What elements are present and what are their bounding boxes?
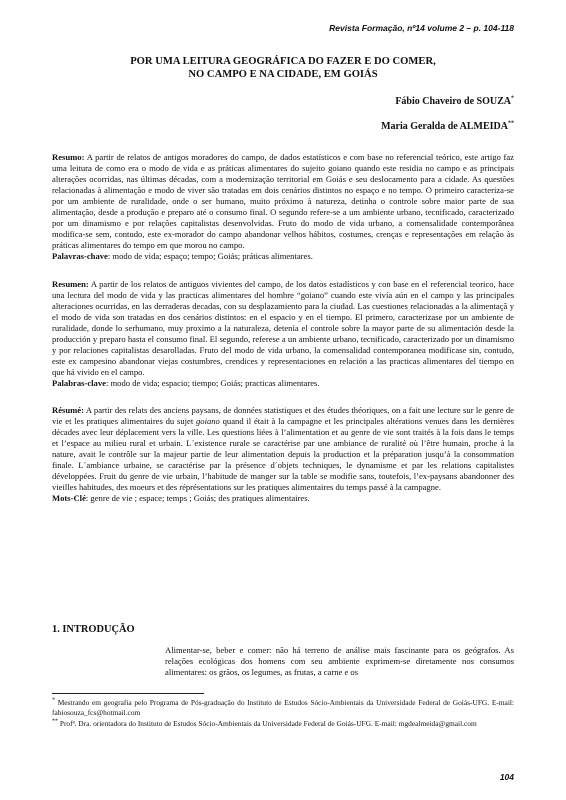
abstract-french [52, 405, 514, 504]
author-1 [395, 96, 514, 107]
author-1-name: Fábio Chaveiro de SOUZA [395, 96, 511, 107]
keywords-pt-label: Palavras-chave [52, 251, 108, 261]
abstract-es-label: Resumen: [52, 279, 89, 289]
footnote-1 [52, 698, 514, 717]
author-1-mark: * [511, 95, 514, 102]
abstract-fr-text-b: quand il était à la campagne et les principales altérations venues dans les dernières décades avec leur déplacement vers la ville. Les questions liées à l’alimentation et au genre de vie sont traités à la fois dans le temps et l’espace au milieu rural et urbain. L´existence rurale se caractérise par une ambiance de ruralité où l’être humain, proche à la nature, avait le contrôle sur la majeur partie de leur alimentation depuis la production et la préparation jusqu’à la consommation finale. L´ambiance urbaine, se caractérise par la présence d´objets techniques, le dynamisme et par les relations capitalistes développées. Fruit du genre de vie urbain, l’habitude de manger sur la table se modifie sans, toutefois, l’ex-paysans abandonner des vieilles habitudes, des moeurs et des réprésentations sur les pratiques alimentaires du temps passé à la campagne. [52, 416, 514, 492]
introduction-paragraph: Alimentar-se, beber e comer: não há terreno de análise mais fascinante para os geógrafos. As relações ecológicas dos homens com seu ambiente exprimem-se diretamente nos consumos alimentares: os grãos, os legumes, as frutas, a carne e os [165, 645, 514, 677]
keywords-pt [52, 251, 514, 262]
footnote-2-text: Profª. Dra. orientadora do Instituto de Estudos Sócio-Ambientais da Universidade Federal de Goiás-UFG. E-mail: mgdealmeida@gmail.com [58, 719, 477, 728]
footnotes [52, 698, 514, 731]
abstract-es-body [52, 279, 514, 378]
abstract-pt-label: Resumo: [52, 152, 85, 162]
keywords-fr [52, 493, 514, 504]
footnote-2-mark: ** [52, 718, 58, 725]
keywords-es [52, 378, 514, 389]
title-line-1: POR UMA LEITURA GEOGRÁFICA DO FAZER E DO COMER, [130, 56, 436, 67]
footnote-1-text: Mestrando em geografia pelo Programa de Pós-graduação do Instituto de Estudos Sócio-Ambientais da Universidade Federal de Goiás-UFG. E-mail: fabiosouza_fcs@hotmail.com [52, 698, 514, 717]
page-number: 104 [499, 772, 514, 782]
footnote-1-mark: * [52, 697, 55, 704]
abstract-fr-text-a: A partir des relats des anciens paysans, de données statistiques et des études théoriques, on a fait une lecture sur le genre de vie et les pratiques alimentaires du sujet [52, 405, 514, 426]
abstract-spanish [52, 279, 514, 389]
abstract-fr-label: Résumé: [52, 405, 84, 415]
abstract-fr-italic: goiano [195, 416, 220, 426]
keywords-pt-text: : modo de vida; espaço; tempo; Goiás; práticas alimentares. [107, 251, 313, 261]
journal-header: Revista Formação, nº14 volume 2 – p. 104-118 [329, 23, 514, 33]
abstract-es-text: A partir de los relatos de antiguos vivientes del campo, de los datos estadísticos y con base en el referencial teorico, hace una lectura del modo de vida y las practicas alimentares del hombre “goiano” cuando este vivía aún en el campo y las principales alteraciones ocurridas, en las derraderas decadas, con su desplazamiento para la ciudad. Las cuestiones relacionadas a la alimentaçã y el modo de vida son tratadas en dos cenários distintos: en el espacio y en el tiempo. El primero, caracterizase por un ambiente de ruralidade, donde lo serhumano, muy proximo a la naturaleza, detenía el controle sobre la mayor parte de su alimentación desde la producción y preparo hasta el consumo final. El segundo, referese a un ambiente urbano, tecnificado, caracterizado por un dinamismo y por relaciones capitalistas desarolladas. Fruto del modo de vida urbano, la comensalidad contemporanea modificase sin, contudo, este ex campesino abandonar viejas costumbres, crendices y representaciones en relación a las practicas alimentares del tiempo en que há vivido en el campo. [52, 279, 514, 377]
abstract-pt-text: A partir de relatos de antigos moradores do campo, de dados estatísticos e com base no referencial teórico, este artigo faz uma leitura de como era o modo de vida e as práticas alimentares do sujeito goiano quando este residia no campo e as principais alterações ocorridas, nas últimas décadas, com a modernização territorial em Goiás e seu deslocamento para a cidade. As questões relacionadas à alimentação e modo de viver são tratadas em dois cenários distintos no espaço e no tempo. O primeiro caracteriza-se por um ambiente de ruralidade, onde o ser humano, muito próximo à natureza, detinha o controle sobre maior parte de sua alimentação, desde a produção e preparo até o consumo final. O segundo refere-se a um ambiente urbano, tecnificado, caracterizado por um dinamismo e por relações capitalistas desenvolvidas. Fruto do modo de vida urbano, a comensalidade contemporânea modifica-se sem, contudo, este ex-morador do campo abandonar velhos hábitos, costumes, crenças e representações em relação às práticas alimentares do tempo em que morou no campo. [52, 152, 514, 250]
keywords-fr-label: Mots-Clé [52, 493, 86, 503]
author-2-name: Maria Geralda de ALMEIDA [381, 121, 508, 132]
footnote-2 [52, 719, 514, 729]
abstract-pt-body [52, 152, 514, 251]
keywords-es-label: Palabras-clave [52, 378, 106, 388]
section-heading-introduction: 1. INTRODUÇÃO [52, 624, 135, 635]
title-line-2: NO CAMPO E NA CIDADE, EM GOIÁS [188, 68, 378, 80]
article-title [60, 56, 506, 81]
footnote-divider [52, 693, 204, 694]
abstract-fr-body [52, 405, 514, 493]
author-2 [381, 121, 514, 132]
keywords-es-text: : modo de vida; espacio; tiempo; Goiás; practicas alimentares. [105, 378, 320, 388]
author-2-mark: ** [508, 120, 514, 127]
keywords-fr-text: : genre de vie ; espace; temps ; Goiás; des pratiques alimentaires. [85, 493, 310, 503]
abstract-portuguese [52, 152, 514, 262]
